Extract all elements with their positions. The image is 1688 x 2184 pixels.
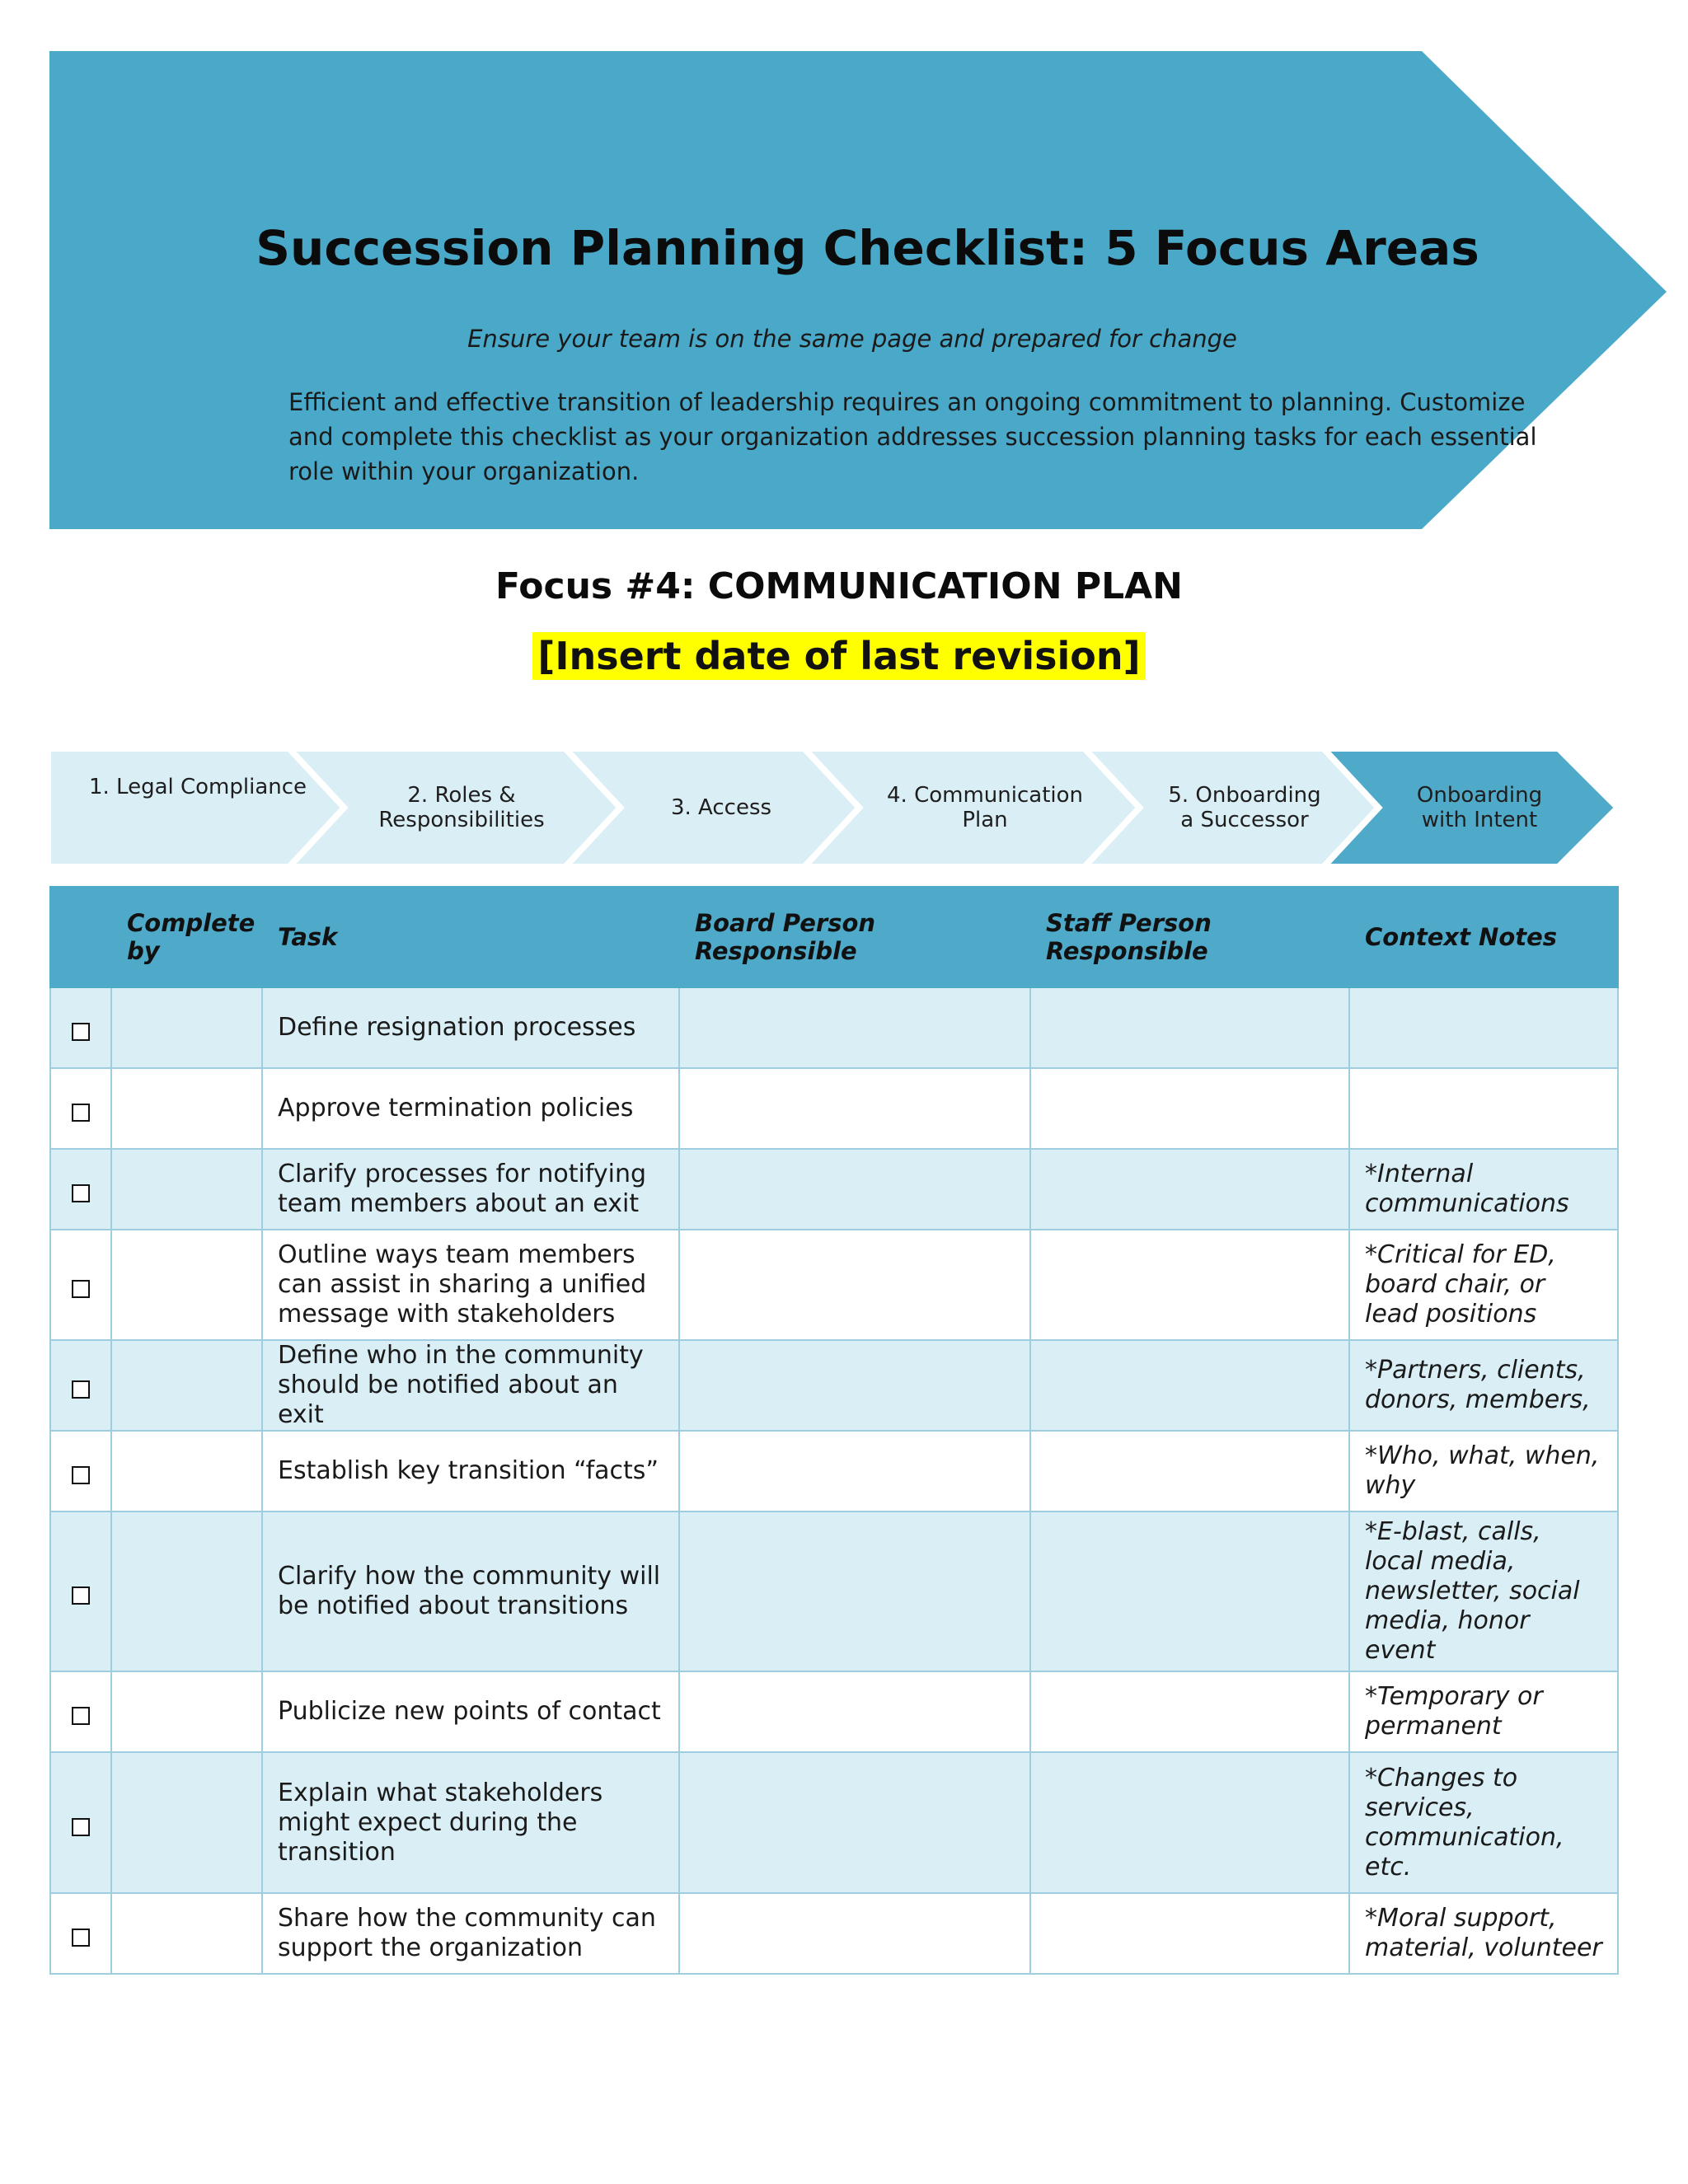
checkbox-cell xyxy=(50,1752,111,1893)
task-checkbox[interactable] xyxy=(72,1466,90,1484)
header-task: Task xyxy=(262,887,679,987)
step-label-6: Onboarding with Intent xyxy=(1416,783,1543,832)
task-checkbox[interactable] xyxy=(72,1929,90,1947)
task-checkbox[interactable] xyxy=(72,1380,90,1399)
staff-person-cell[interactable] xyxy=(1030,1752,1349,1893)
complete-by-cell[interactable] xyxy=(111,1431,262,1511)
task-checkbox[interactable] xyxy=(72,1184,90,1202)
header-complete-by: Complete by xyxy=(111,887,262,987)
header-context-notes: Context Notes xyxy=(1349,887,1618,987)
checkbox-cell xyxy=(50,1340,111,1431)
task-cell: Publicize new points of contact xyxy=(262,1671,679,1752)
table-row xyxy=(50,1431,1618,1511)
checkbox-cell xyxy=(50,1431,111,1511)
complete-by-cell[interactable] xyxy=(111,1511,262,1671)
context-note-cell: *E-blast, calls, local media, newsletter, social media, honor event xyxy=(1349,1511,1618,1671)
step-label-1: 1. Legal Compliance xyxy=(88,775,307,799)
task-checkbox[interactable] xyxy=(72,1586,90,1605)
task-cell: Explain what stakeholders might expect during the transition xyxy=(262,1752,679,1893)
board-person-cell[interactable] xyxy=(679,1893,1030,1974)
complete-by-cell[interactable] xyxy=(111,987,262,1068)
board-person-cell[interactable] xyxy=(679,1431,1030,1511)
complete-by-cell[interactable] xyxy=(111,1149,262,1230)
complete-by-cell[interactable] xyxy=(111,1230,262,1340)
table-row xyxy=(50,1511,1618,1671)
checkbox-cell xyxy=(50,1230,111,1340)
staff-person-cell[interactable] xyxy=(1030,1511,1349,1671)
staff-person-cell[interactable] xyxy=(1030,1149,1349,1230)
checkbox-cell xyxy=(50,1149,111,1230)
step-label-2: 2. Roles & Responsibilities xyxy=(378,783,545,832)
table-row xyxy=(50,1230,1618,1340)
context-note-cell: *Who, what, when, why xyxy=(1349,1431,1618,1511)
task-cell: Approve termination policies xyxy=(262,1068,679,1149)
task-checkbox[interactable] xyxy=(72,1104,90,1122)
checkbox-cell xyxy=(50,1893,111,1974)
table-header-row xyxy=(50,887,1618,987)
staff-person-cell[interactable] xyxy=(1030,1340,1349,1431)
focus-title: Focus #4: COMMUNICATION PLAN xyxy=(495,565,1184,607)
step-label-5: 5. Onboarding a Successor xyxy=(1168,783,1321,832)
table-row xyxy=(50,1893,1618,1974)
focus-area-steps xyxy=(49,750,1615,865)
task-checkbox[interactable] xyxy=(72,1818,90,1836)
task-cell: Outline ways team members can assist in sharing a unified message with stakeholders xyxy=(262,1230,679,1340)
step-label-3: 3. Access xyxy=(670,795,772,820)
staff-person-cell[interactable] xyxy=(1030,1431,1349,1511)
task-cell: Share how the community can support the organization xyxy=(262,1893,679,1974)
page-title: Succession Planning Checklist: 5 Focus Areas xyxy=(256,220,1479,276)
task-cell: Clarify how the community will be notified about transitions xyxy=(262,1511,679,1671)
checkbox-cell xyxy=(50,1068,111,1149)
context-note-cell: *Internal communications xyxy=(1349,1149,1618,1230)
context-note-cell: *Moral support, material, volunteer xyxy=(1349,1893,1618,1974)
complete-by-cell[interactable] xyxy=(111,1752,262,1893)
complete-by-cell[interactable] xyxy=(111,1893,262,1974)
task-checkbox[interactable] xyxy=(72,1280,90,1298)
checklist-table xyxy=(49,886,1619,1975)
table-row xyxy=(50,1671,1618,1752)
board-person-cell[interactable] xyxy=(679,987,1030,1068)
page-subtitle: Ensure your team is on the same page and prepared for change xyxy=(467,325,1237,353)
context-note-cell: *Critical for ED, board chair, or lead positions xyxy=(1349,1230,1618,1340)
context-note-cell xyxy=(1349,1068,1618,1149)
context-note-cell: *Changes to services, communication, etc. xyxy=(1349,1752,1618,1893)
header-banner xyxy=(49,51,1667,529)
context-note-cell xyxy=(1349,987,1618,1068)
board-person-cell[interactable] xyxy=(679,1149,1030,1230)
task-cell: Clarify processes for notifying team members about an exit xyxy=(262,1149,679,1230)
complete-by-cell[interactable] xyxy=(111,1340,262,1431)
table-row xyxy=(50,987,1618,1068)
board-person-cell[interactable] xyxy=(679,1230,1030,1340)
board-person-cell[interactable] xyxy=(679,1068,1030,1149)
staff-person-cell[interactable] xyxy=(1030,1230,1349,1340)
table-row xyxy=(50,1149,1618,1230)
staff-person-cell[interactable] xyxy=(1030,987,1349,1068)
staff-person-cell[interactable] xyxy=(1030,1893,1349,1974)
complete-by-cell[interactable] xyxy=(111,1671,262,1752)
step-label-4: 4. Communication Plan xyxy=(887,783,1083,832)
checkbox-cell xyxy=(50,1671,111,1752)
revision-date-wrapper xyxy=(0,632,1678,680)
header-staff-person: Staff Person Responsible xyxy=(1030,887,1349,987)
complete-by-cell[interactable] xyxy=(111,1068,262,1149)
checkbox-cell xyxy=(50,1511,111,1671)
board-person-cell[interactable] xyxy=(679,1671,1030,1752)
table-row xyxy=(50,1340,1618,1431)
header-checkbox-column xyxy=(50,887,111,987)
checkbox-cell xyxy=(50,987,111,1068)
task-checkbox[interactable] xyxy=(72,1707,90,1725)
table-row xyxy=(50,1068,1618,1149)
task-checkbox[interactable] xyxy=(72,1023,90,1041)
header-board-person: Board Person Responsible xyxy=(679,887,1030,987)
table-row xyxy=(50,1752,1618,1893)
staff-person-cell[interactable] xyxy=(1030,1068,1349,1149)
task-cell: Establish key transition “facts” xyxy=(262,1431,679,1511)
context-note-cell: *Partners, clients, donors, members, xyxy=(1349,1340,1618,1431)
board-person-cell[interactable] xyxy=(679,1340,1030,1431)
task-cell: Define resignation processes xyxy=(262,987,679,1068)
intro-paragraph: Efficient and effective transition of leadership requires an ongoing commitment to planning. Customize and complete this checklist as your organization addresses succession planning tasks for each essential role within your organization. xyxy=(288,388,1537,485)
board-person-cell[interactable] xyxy=(679,1511,1030,1671)
revision-date-placeholder[interactable]: [Insert date of last revision] xyxy=(532,632,1145,680)
task-cell: Define who in the community should be notified about an exit xyxy=(262,1340,679,1431)
context-note-cell: *Temporary or permanent xyxy=(1349,1671,1618,1752)
board-person-cell[interactable] xyxy=(679,1752,1030,1893)
staff-person-cell[interactable] xyxy=(1030,1671,1349,1752)
